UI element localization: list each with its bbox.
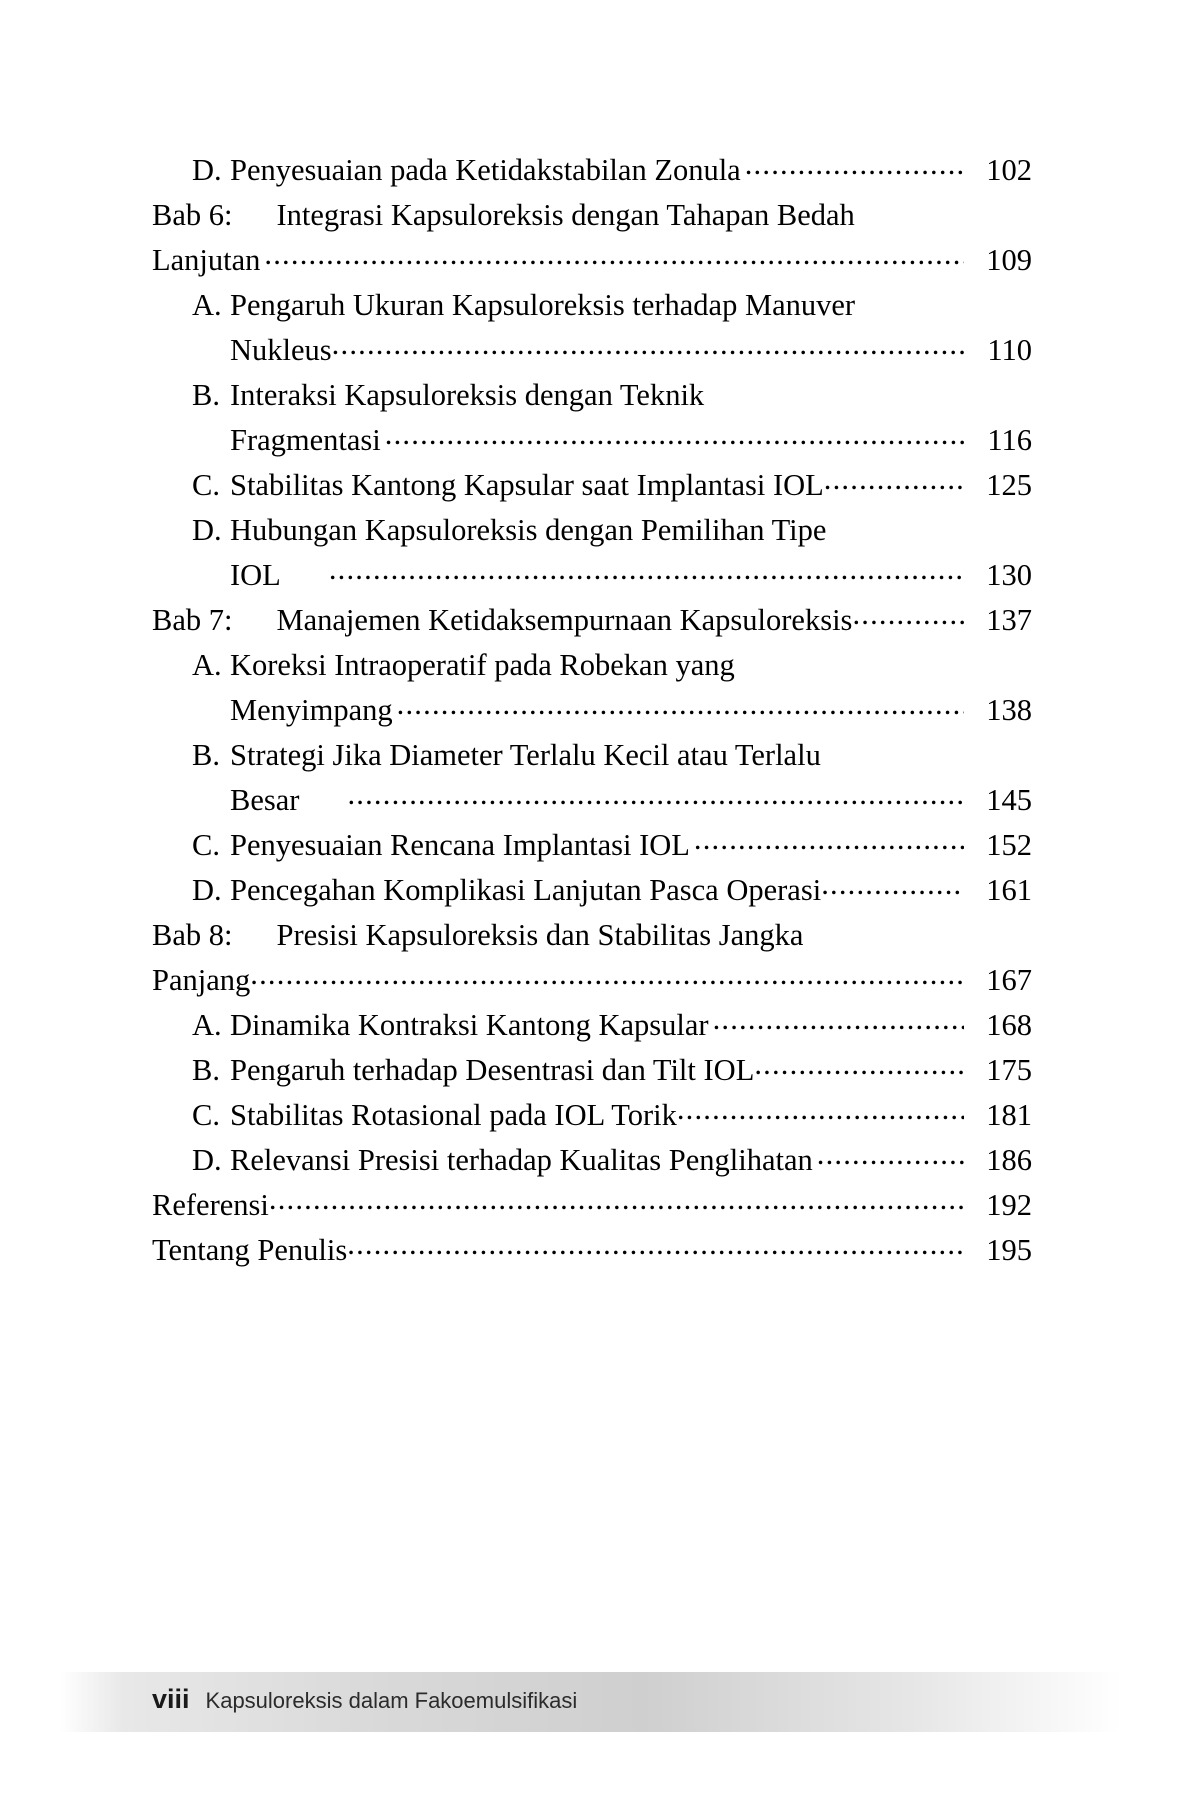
toc-entry-title-wrap: Lanjutan [152, 243, 261, 277]
toc-entry[interactable] [152, 643, 1032, 688]
toc-page-number: 102 [986, 153, 1032, 187]
toc-entry-letter: C. [192, 828, 220, 862]
toc-leader-dots [347, 780, 964, 811]
toc-entry-letter: B. [192, 378, 220, 412]
toc-entry-title-wrap: Fragmentasi [230, 423, 381, 457]
toc-entry-title: Integrasi Kapsuloreksis dengan Tahapan Bedah [276, 198, 855, 232]
toc-entry-title: Pencegahan Komplikasi Lanjutan Pasca Operasi [230, 873, 822, 907]
toc-entry-title: Manajemen Ketidaksempurnaan Kapsuloreksis [276, 603, 853, 637]
toc-entry-title: Presisi Kapsuloreksis dan Stabilitas Jangka [276, 918, 804, 952]
toc-entry-wrap[interactable] [152, 958, 1032, 1003]
toc-page-number: 181 [986, 1098, 1032, 1132]
toc-leader-dots [859, 285, 1030, 316]
toc-entry-title: Interaksi Kapsuloreksis dengan Teknik [230, 378, 705, 412]
toc-page-number: 192 [986, 1188, 1032, 1222]
toc-entry-letter: D. [192, 873, 222, 907]
toc-entry[interactable] [152, 1138, 1032, 1183]
toc-entry-title: Hubungan Kapsuloreksis dengan Pemilihan Tipe [230, 513, 827, 547]
toc-entry[interactable] [152, 463, 1032, 508]
toc-entry-title: Dinamika Kontraksi Kantong Kapsular [230, 1008, 709, 1042]
toc-entry-title: Pengaruh Ukuran Kapsuloreksis terhadap Manuver [230, 288, 856, 322]
toc-leader-dots [708, 375, 1030, 406]
toc-page-number: 161 [986, 873, 1032, 907]
toc-entry[interactable] [152, 283, 1032, 328]
toc-leader-dots [347, 1230, 964, 1261]
toc-entry-title-wrap: IOL [230, 558, 281, 592]
toc-entry-title-wrap: Panjang [152, 963, 251, 997]
toc-entry-wrap[interactable] [152, 778, 1032, 823]
toc-leader-dots [754, 1050, 964, 1081]
toc-leader-dots [269, 1185, 964, 1216]
toc-page-number: 130 [986, 558, 1032, 592]
toc-entry-letter: D. [192, 513, 222, 547]
toc-entry[interactable] [152, 598, 1032, 643]
toc-page-number: 186 [986, 1143, 1032, 1177]
toc-entry[interactable] [152, 823, 1032, 868]
toc-leader-dots [739, 645, 1030, 676]
toc-entry-title: Koreksi Intraoperatif pada Robekan yang [230, 648, 735, 682]
toc-entry-letter: B. [192, 738, 220, 772]
toc-entry-letter: A. [192, 648, 222, 682]
toc-entry[interactable] [152, 148, 1032, 193]
toc-entry-label: Bab 6: [152, 198, 233, 232]
toc-leader-dots [745, 150, 964, 181]
toc-leader-dots [824, 465, 964, 496]
toc-leader-dots [264, 240, 964, 271]
toc-leader-dots [825, 735, 1030, 766]
toc-leader-dots [830, 510, 1030, 541]
toc-leader-dots [694, 825, 964, 856]
toc-page-number: 116 [987, 423, 1032, 457]
toc-leader-dots [713, 1005, 964, 1036]
toc-leader-dots [332, 330, 964, 361]
toc-leader-dots [250, 960, 964, 991]
toc-entry-letter: D. [192, 1143, 222, 1177]
toc-entry[interactable] [152, 1093, 1032, 1138]
footer-book-title: Kapsuloreksis dalam Fakoemulsifikasi [205, 1688, 578, 1713]
toc-entry-title: Strategi Jika Diameter Terlalu Kecil atau Terlalu [230, 738, 821, 772]
toc-entry-letter: D. [192, 153, 222, 187]
toc-entry-wrap[interactable] [152, 328, 1032, 373]
toc-page-number: 175 [986, 1053, 1032, 1087]
toc-entry-title: Pengaruh terhadap Desentrasi dan Tilt IOL [230, 1053, 755, 1087]
toc-page-number: 167 [986, 963, 1032, 997]
toc-entry[interactable] [152, 508, 1032, 553]
toc-page-number: 195 [986, 1233, 1032, 1267]
toc-entry-title: Relevansi Presisi terhadap Kualitas Penglihatan [230, 1143, 813, 1177]
toc-entry-title: Referensi [152, 1188, 269, 1222]
toc-entry-letter: C. [192, 468, 220, 502]
toc-leader-dots [385, 420, 964, 451]
toc-entry[interactable] [152, 1228, 1032, 1273]
toc-page-number: 168 [986, 1008, 1032, 1042]
toc-leader-dots [859, 195, 1030, 226]
toc-page-number: 125 [986, 468, 1032, 502]
toc-entry-title: Tentang Penulis [152, 1233, 348, 1267]
toc-page-number: 137 [986, 603, 1032, 637]
toc-entry-wrap[interactable] [152, 238, 1032, 283]
toc-entry-title-wrap: Menyimpang [230, 693, 393, 727]
toc-entry-label: Bab 7: [152, 603, 233, 637]
toc-page-number: 109 [986, 243, 1032, 277]
toc-entry[interactable] [152, 1003, 1032, 1048]
toc-leader-dots [397, 690, 964, 721]
page-footer [0, 1672, 1182, 1736]
toc-entry[interactable] [152, 1183, 1032, 1228]
toc-entry-title: Penyesuaian pada Ketidakstabilan Zonula [230, 153, 741, 187]
toc-page-number: 138 [986, 693, 1032, 727]
toc-leader-dots [817, 1140, 964, 1171]
toc-entry-title-wrap: Nukleus [230, 333, 332, 367]
toc-leader-dots [852, 600, 964, 631]
toc-entry[interactable] [152, 868, 1032, 913]
toc-entry-wrap[interactable] [152, 688, 1032, 733]
footer-content [152, 1684, 577, 1715]
toc-leader-dots [821, 870, 964, 901]
toc-entry[interactable] [152, 913, 1032, 958]
footer-page-number: viii [152, 1684, 190, 1714]
toc-page-number: 152 [986, 828, 1032, 862]
toc-entry[interactable] [152, 1048, 1032, 1093]
toc-entry-letter: C. [192, 1098, 220, 1132]
toc-entry-wrap[interactable] [152, 418, 1032, 463]
toc-entry-title-wrap: Besar [230, 783, 300, 817]
toc-entry-letter: B. [192, 1053, 220, 1087]
toc-entry-title: Penyesuaian Rencana Implantasi IOL [230, 828, 690, 862]
toc-entry-letter: A. [192, 288, 222, 322]
toc-leader-dots [807, 915, 1030, 946]
toc-entry[interactable] [152, 193, 1032, 238]
toc-entry[interactable] [152, 733, 1032, 778]
toc-leader-dots [677, 1095, 964, 1126]
toc-entry-label: Bab 8: [152, 918, 233, 952]
toc-page-number: 145 [986, 783, 1032, 817]
toc-entry-wrap[interactable] [152, 553, 1032, 598]
toc-leader-dots [329, 555, 964, 586]
toc-entry-letter: A. [192, 1008, 222, 1042]
toc-entry-title: Stabilitas Rotasional pada IOL Torik [230, 1098, 677, 1132]
toc-page-number: 110 [987, 333, 1032, 367]
toc-entry[interactable] [152, 373, 1032, 418]
toc-entry-title: Stabilitas Kantong Kapsular saat Implantasi IOL [230, 468, 824, 502]
table-of-contents [152, 148, 1032, 1273]
